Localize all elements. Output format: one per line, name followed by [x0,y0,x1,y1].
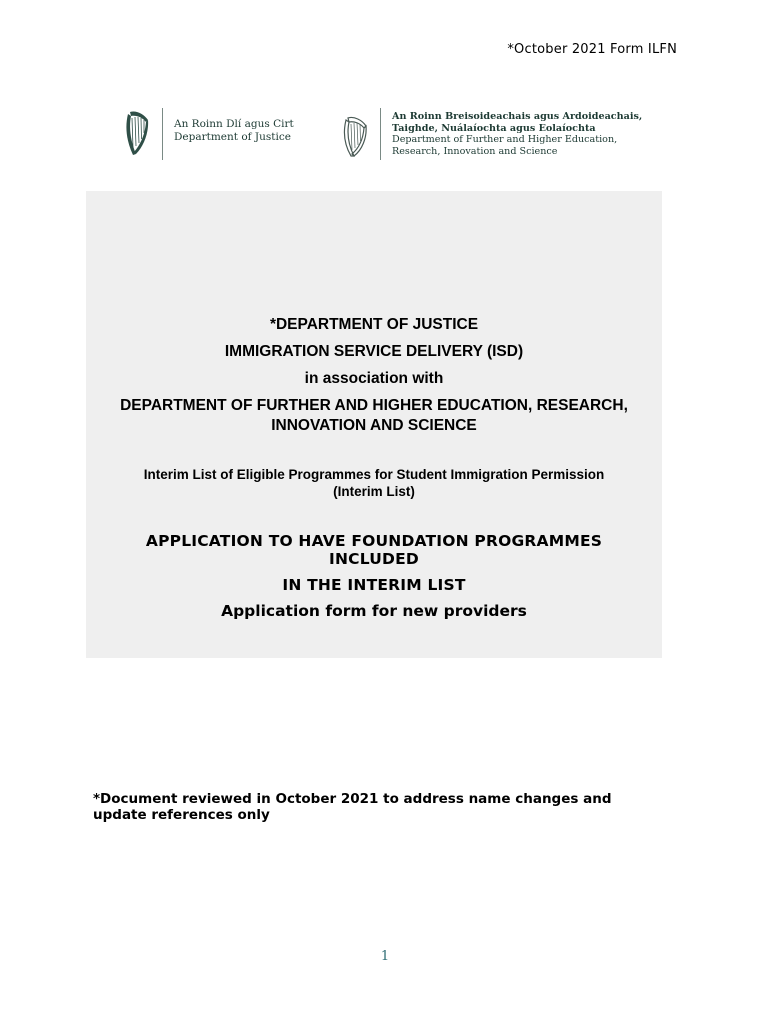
logo-divider [380,108,381,160]
interim-line-1: Interim List of Eligible Programmes for Student Immigration Permission [143,467,605,482]
application-subheading: IN THE INTERIM LIST [282,576,466,594]
logo-english-name-1: Department of Further and Higher Education, [392,134,618,145]
logo-text [392,108,642,157]
logo-divider [162,108,163,160]
logo-text [174,108,294,144]
harp-icon [122,108,152,158]
application-form-type: Application form for new providers [221,602,527,620]
logo-irish-name: An Roinn Dlí agus Cirt [174,118,294,130]
logo-english-name-2: Research, Innovation and Science [392,145,558,157]
form-reference: *October 2021 Form ILFN [507,42,677,57]
department-heading: *DEPARTMENT OF JUSTICE [269,316,479,333]
logo-irish-name-2: Taighde, Nuálaíochta agus Eolaíochta [392,122,596,134]
dfhe-heading: DEPARTMENT OF FURTHER AND HIGHER EDUCATION, RESEARCH, INNOVATION AND SCIENCE [120,397,628,434]
logo-english-name: Department of Justice [174,131,291,143]
association-text: in association with [304,370,444,387]
title-box [86,191,662,658]
interim-line-2: (Interim List) [333,484,415,499]
review-note: *Document reviewed in October 2021 to address name changes and update references only [93,791,612,823]
page-number: 1 [380,949,390,964]
dfhe-logo [340,108,642,160]
interim-list-title [86,466,662,500]
isd-heading: IMMIGRATION SERVICE DELIVERY (ISD) [224,343,524,360]
department-of-justice-logo [122,108,294,160]
harp-icon [340,108,370,158]
logo-irish-name-1: An Roinn Breisoideachais agus Ardoideachais, [392,111,643,122]
application-heading: APPLICATION TO HAVE FOUNDATION PROGRAMMES INCLUDED [145,532,603,568]
